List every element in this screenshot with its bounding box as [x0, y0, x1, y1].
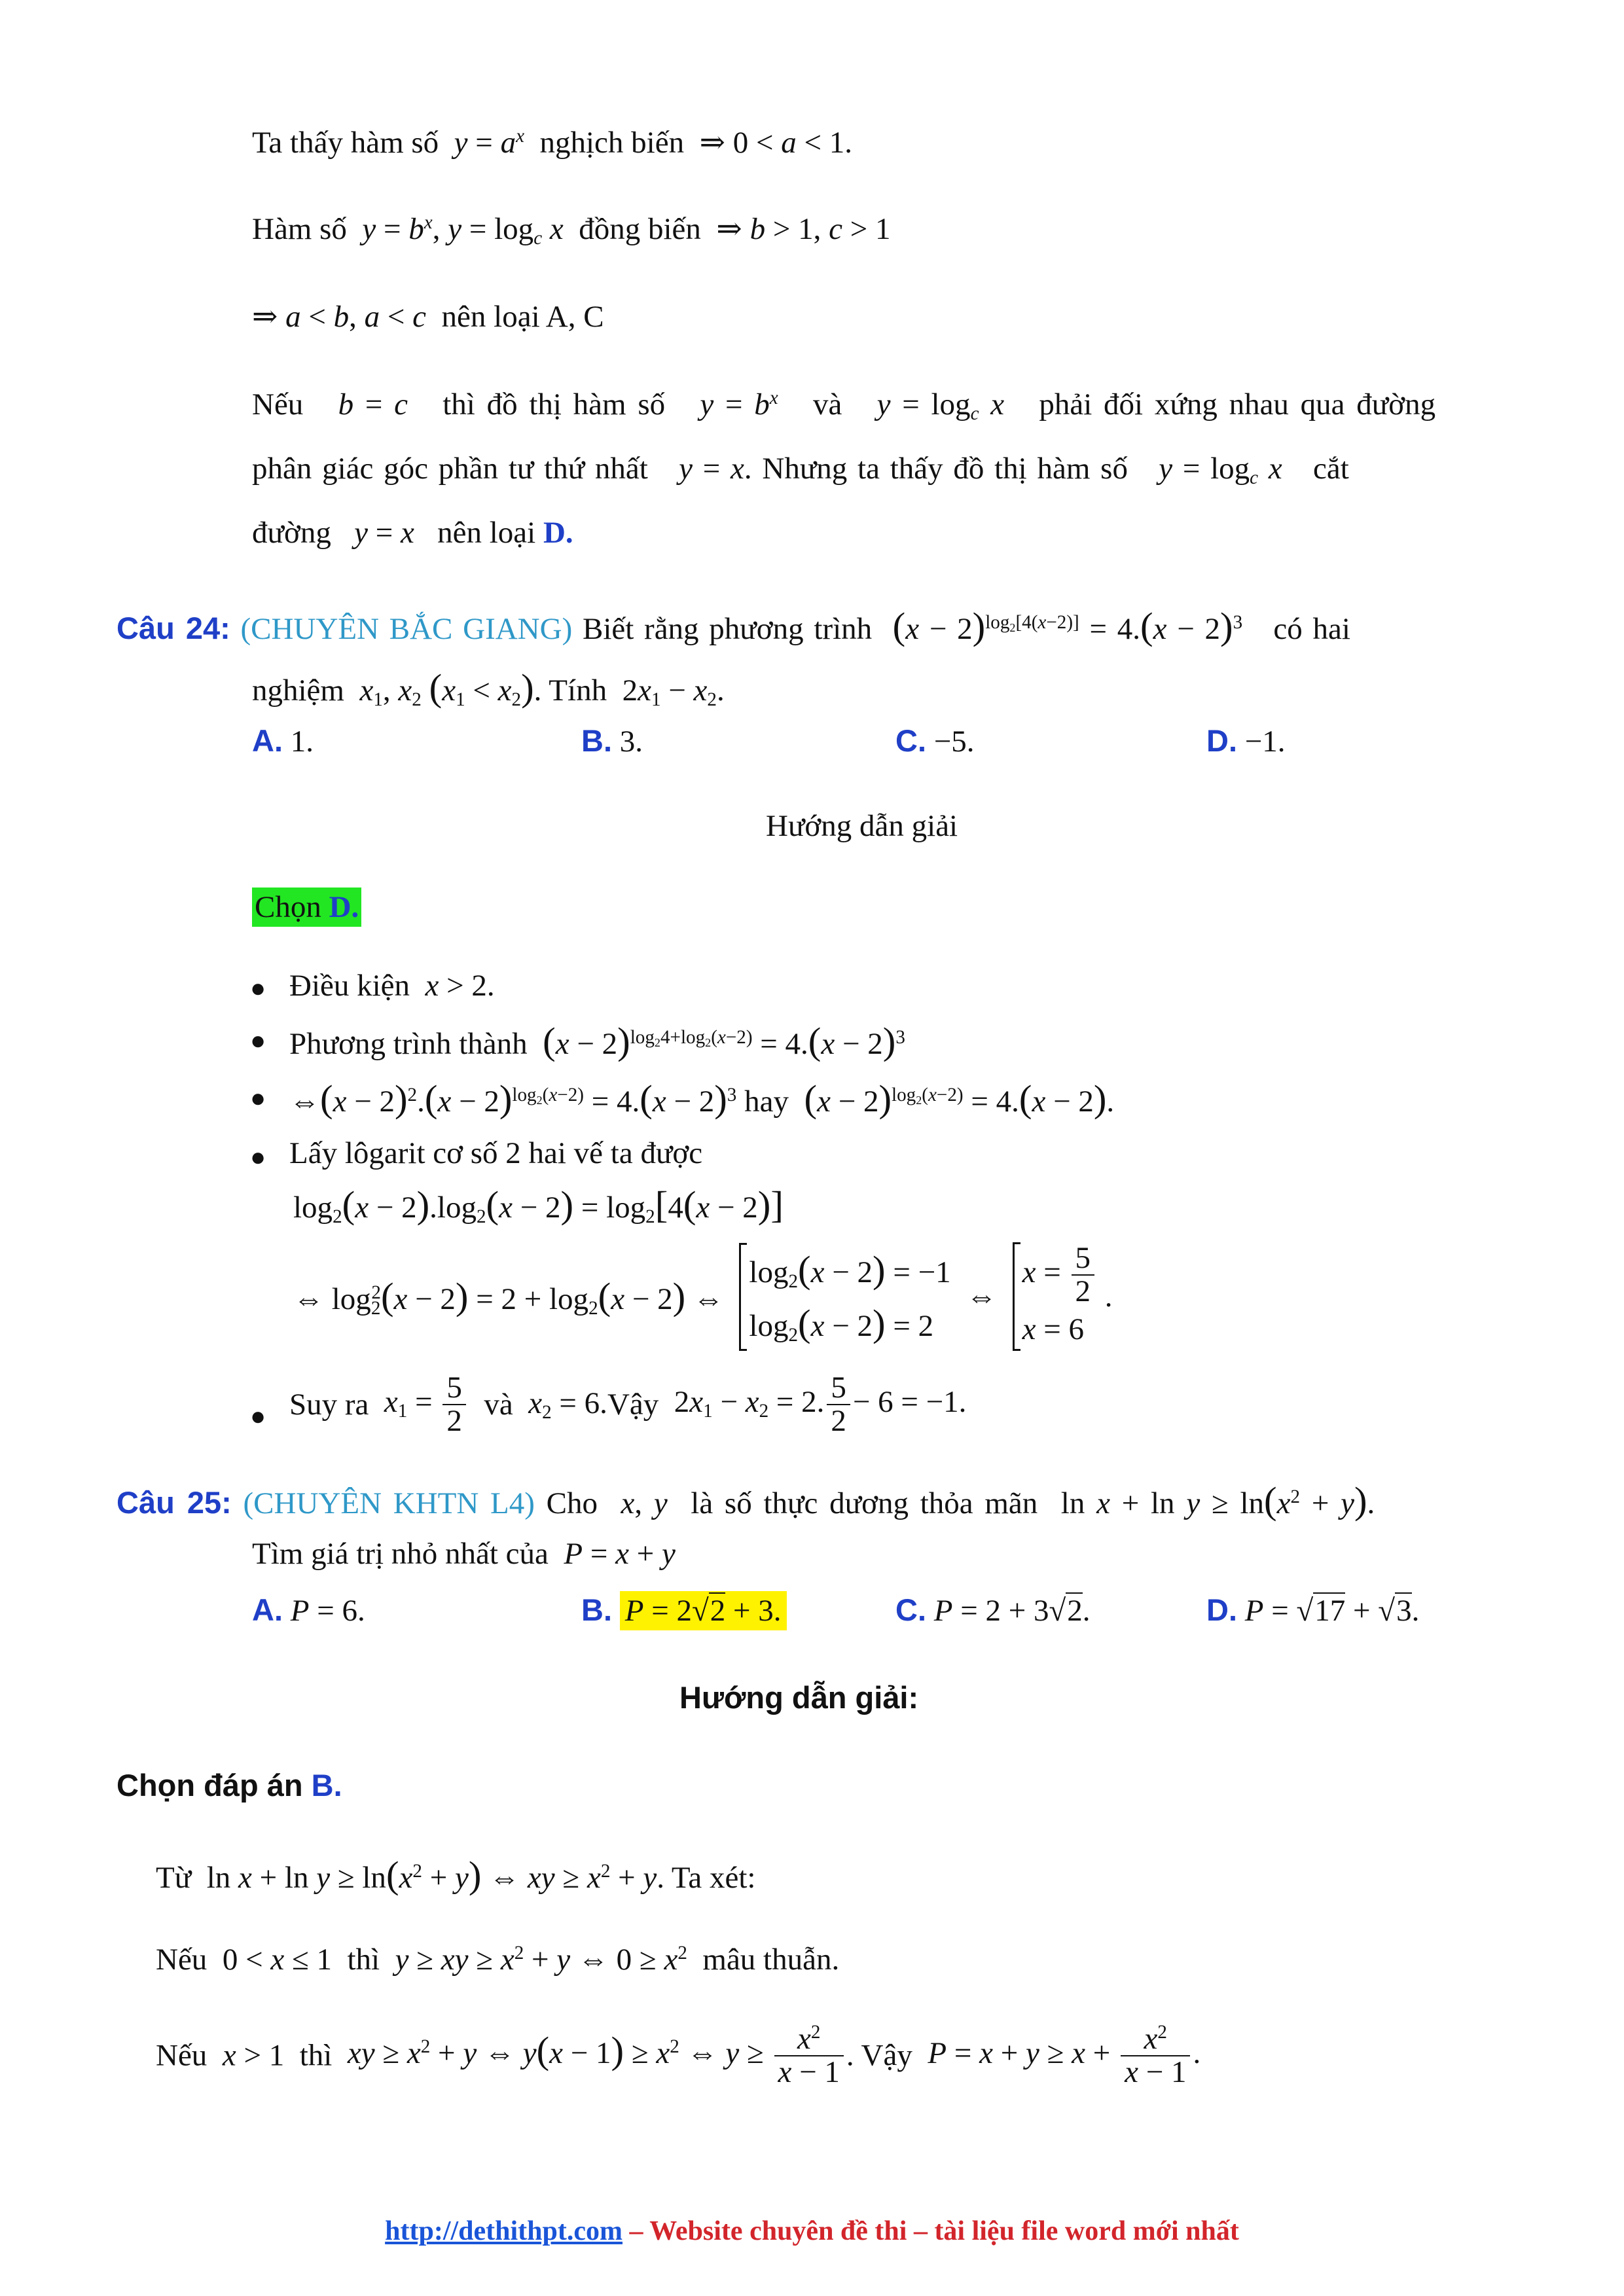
math: ⇒ a < b, a < c — [252, 300, 427, 334]
guide-heading: Hướng dẫn giải — [766, 809, 958, 843]
math: $x_1$ = $\frac{5}{2}$ — [376, 1385, 476, 1419]
math: $x_2 = 6$. — [528, 1386, 607, 1424]
bullet-5: Suy ra $x_1$ = $\frac{5}{2}$ và $x_2$ = 6.Vậy $2x_1 - x_2 = 2$. $\frac{5}{2}$ − 6 = −1. — [289, 1371, 967, 1439]
math: ⇒ 0 < a < 1. — [691, 126, 852, 160]
bullet-2: Phương trình thành $(x - 2)^{log_24+log_2(x-2)} = 4.(x - 2)^3$ — [289, 1020, 905, 1062]
bullet-icon: ● — [250, 1401, 266, 1431]
math: x > 2. — [425, 969, 495, 1003]
math: ⇔(x − $2)^2.(x - 2)^{log_2(x-2)} = 4.(x - 2)^3$ — [289, 1077, 737, 1120]
option-a[interactable]: A. 1. — [252, 723, 314, 759]
math-line: $\log_2(x - 2).\log_2(x - 2) = \log_2[4(x - 2)]$ — [293, 1183, 784, 1228]
math: $(x - 2)^{log_2(x-2)} = 4.(x - 2)$. — [804, 1077, 1115, 1120]
bullet-3: ⇔(x − $2)^2.(x - 2)^{log_2(x-2)} = 4.(x - 2)^3$ hay $(x - 2)^{log_2(x-2)} = 4.(x - 2)$. — [289, 1077, 1115, 1120]
footer-text: – Website chuyên đề thi – tài liệu file word mới nhất — [623, 2216, 1239, 2246]
option-b[interactable]: B. P = 2√2 + 3. — [581, 1592, 787, 1629]
question-source: (CHUYÊN KHTN L4) — [243, 1486, 535, 1520]
answer-choice: Chọn D. — [252, 889, 361, 925]
question-source: (CHUYÊN BẮC GIANG) — [240, 612, 573, 646]
math: $y = b^x$, $y = \log_c x$ — [362, 211, 564, 249]
question-label: Câu 24: — [117, 611, 230, 645]
math: $y = \log_c x$ — [1159, 452, 1282, 489]
math: b = c — [338, 387, 408, 422]
math: $y = b^x$ — [700, 387, 778, 422]
math: P = x + y ≥ x + $\frac{x^2}{x - 1}$ . — [928, 2022, 1201, 2090]
question-25-line-2: Tìm giá trị nhỏ nhất của P = x + y — [252, 1537, 676, 1571]
option-c[interactable]: C. P = 2 + 3√2. — [895, 1592, 1091, 1628]
text-line-5: phân giác góc phần tư thứ nhất y = x. Nhưng ta thấy đồ thị hàm số $y = \log_c x$ cắt — [252, 452, 1349, 489]
math: $(x - 2)^{log_24+log_2(x-2)} = 4.(x - 2)^3$ — [543, 1020, 905, 1062]
option-b[interactable]: B. 3. — [581, 723, 643, 759]
solution-line-1: Từ $\ln x + \ln y \ge \ln(x^2 + y)$ ⇔ xy ≥ $x^2 + y$. Ta xét: — [156, 1854, 756, 1896]
math: x, y — [621, 1486, 668, 1520]
math: ⇒ b > 1, c > 1 — [708, 212, 891, 246]
math: $2x_1 - x_2 = 2$. $\frac{5}{2}$ − 6 = −1. — [666, 1371, 967, 1439]
footer-link[interactable]: http://dethithpt.com — [385, 2216, 623, 2246]
math: y ≥ xy ≥ $x^2 + y$ ⇔ $0 \ge x^2$ — [395, 1942, 687, 1977]
solution-line-3: Nếu x > 1 thì xy ≥ $x^2 + y$ ⇔ $y(x - 1) \ge x^2$ ⇔ y ≥ $\frac{x^2}{x - 1}$ . Vậy P = x + y ≥ x + $\frac{x^2}{x - 1}$ . — [156, 2022, 1201, 2090]
bullet-icon: ● — [250, 973, 266, 1003]
math-system: ⇔ $\log_2^2(x - 2) = 2 + \log_2(x - 2)$ ⇔ $\log_2(x - 2) = -1$ $\log_2(x - 2) = 2$ ⇔ x = $\frac{5}{2}$ x = 6 . — [293, 1242, 1113, 1351]
option-c[interactable]: C. −5. — [895, 723, 975, 759]
guide-heading: Hướng dẫn giải: — [679, 1680, 919, 1715]
math: P = x + y — [564, 1537, 676, 1571]
math: $x_1$, $x_2$ $(x_1 < x_2)$ — [359, 666, 534, 711]
math: xy ≥ $x^2 + y$ ⇔ $y(x - 1) \ge x^2$ ⇔ y ≥ $\frac{x^2}{x - 1}$ — [340, 2036, 846, 2070]
text-line-3: ⇒ a < b, a < c nên loại A, C — [252, 300, 604, 334]
bullet-icon: ● — [250, 1083, 266, 1113]
math: y = x — [354, 516, 414, 550]
math: $y = \log_c x$ — [876, 387, 1005, 425]
solution-line-2: Nếu 0 < x ≤ 1 thì y ≥ xy ≥ $x^2 + y$ ⇔ $0 \ge x^2$ mâu thuẫn. — [156, 1942, 840, 1977]
equation: $(x - 2)^{log_2[4(x-2)]} = 4.(x - 2)^3$ — [892, 605, 1243, 647]
text-line-4: Nếu b = c thì đồ thị hàm số $y = b^x$ và $y = \log_c x$ phải đối xứng nhau qua đường — [252, 387, 1436, 425]
question-24-line-2: nghiệm $x_1$, $x_2$ $(x_1 < x_2)$. Tính $2x_1 - x_2$. — [252, 666, 725, 711]
option-d[interactable]: D. P = √17 + √3. — [1206, 1592, 1420, 1628]
question-label: Câu 25: — [117, 1485, 232, 1520]
bullet-1: Điều kiện x > 2. — [289, 969, 495, 1003]
math: x > 1 — [222, 2038, 292, 2073]
option-a[interactable]: A. P = 6. — [252, 1592, 365, 1628]
question-24: Câu 24: (CHUYÊN BẮC GIANG) Biết rằng phương trình $(x - 2)^{log_2[4(x-2)]} = 4.(x - 2)^3$ có hai — [117, 605, 1350, 647]
text-line-1: Ta thấy hàm số $y = a^x$ nghịch biến ⇒ 0 < a < 1. — [252, 125, 852, 160]
option-d[interactable]: D. −1. — [1206, 723, 1286, 759]
bullet-icon: ● — [250, 1026, 266, 1055]
bullet-icon: ● — [250, 1142, 266, 1172]
text-line-2: Hàm số $y = b^x$, $y = \log_c x$ đồng biến ⇒ b > 1, c > 1 — [252, 211, 891, 249]
math: $\ln x + \ln y \ge \ln(x^2 + y)$ ⇔ xy ≥ $x^2 + y$ — [198, 1854, 657, 1896]
answer-choice: Chọn đáp án B. — [117, 1768, 342, 1803]
footer — [0, 2215, 1624, 2247]
text-line-6: đường y = x nên loại D. — [252, 516, 573, 550]
math: 0 < x ≤ 1 — [215, 1943, 340, 1977]
question-25: Câu 25: (CHUYÊN KHTN L4) Cho x, y là số thực dương thỏa mãn $\ln x + \ln y \ge \ln(x^2 + y)$. — [117, 1479, 1375, 1522]
math: $y = a^x$ — [454, 125, 524, 160]
math: $2x_1 - x_2$. — [614, 673, 725, 711]
math: y = x — [679, 452, 744, 486]
math: $\ln x + \ln y \ge \ln(x^2 + y)$. — [1049, 1479, 1375, 1522]
bullet-4: Lấy lôgarit cơ số 2 hai vế ta được — [289, 1136, 703, 1170]
